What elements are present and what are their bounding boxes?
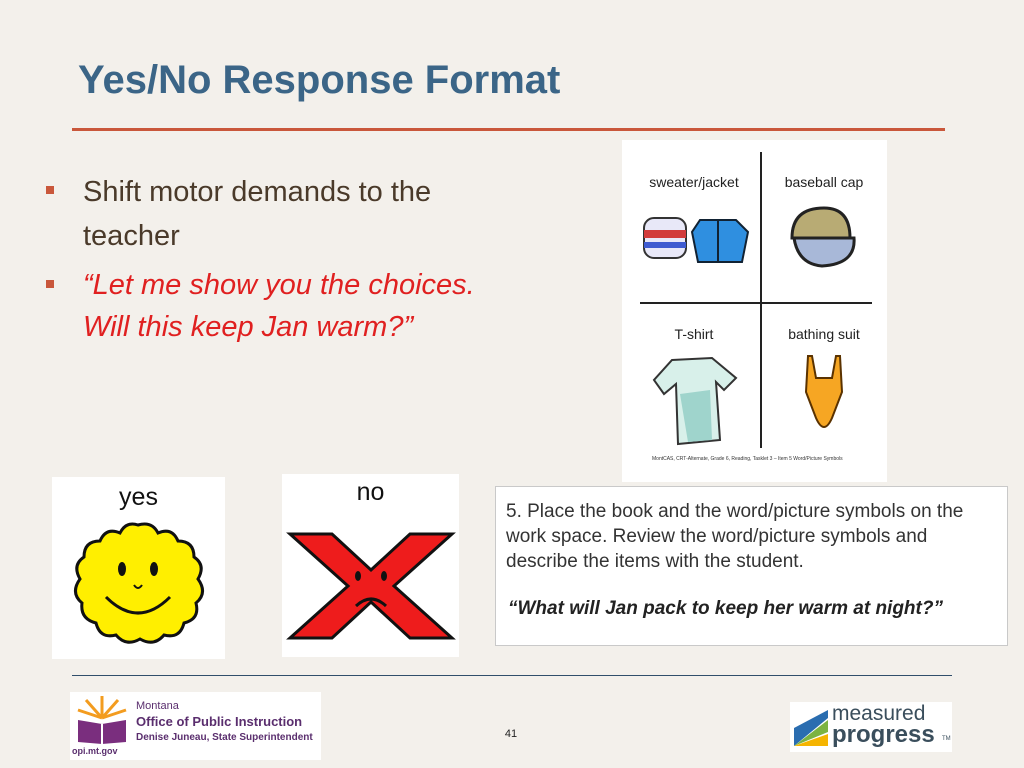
measured-progress-logo	[790, 702, 952, 752]
no-label: no	[356, 478, 385, 506]
red-x-frown-icon	[286, 528, 456, 643]
cell-label-sweater: sweater/jacket	[649, 174, 739, 190]
grid-divider-vertical	[760, 152, 762, 448]
word-picture-symbols-card	[622, 140, 887, 482]
bullet-square-icon	[46, 186, 54, 194]
bullet-text: Shift motor demands to the teacher	[83, 176, 432, 252]
page-number: 41	[504, 728, 518, 740]
t-shirt-icon	[650, 354, 740, 446]
instruction-quote: “What will Jan pack to keep her warm at night?”	[508, 598, 943, 619]
title-divider	[72, 128, 945, 131]
measured-progress-mark-icon	[792, 708, 830, 748]
opi-logo	[70, 692, 321, 760]
slide-title: Yes/No Response Format	[78, 58, 561, 102]
footer-divider	[72, 675, 952, 676]
yes-label: yes	[119, 483, 158, 511]
trademark-mark: TM	[942, 736, 951, 742]
grid-divider-horizontal	[640, 302, 872, 304]
opi-state: Montana	[136, 700, 179, 712]
cell-label-bathing-suit: bathing suit	[788, 326, 860, 342]
instruction-box	[495, 486, 1008, 646]
instruction-text: 5. Place the book and the word/picture symbols on the work space. Review the word/picture symbols and describe the items with the student.	[506, 501, 964, 572]
cell-label-tshirt: T-shirt	[674, 326, 714, 342]
card-caption: MontCAS, CRT-Alternate, Grade 6, Reading, Tasklet 3 – Item 5 Word/Picture Symbols	[652, 456, 843, 462]
bullet-item	[46, 170, 526, 258]
bullet-square-icon	[46, 280, 54, 288]
sweater-jacket-icon	[638, 210, 753, 270]
bullet-text: “Let me show you the choices. Will this keep Jan warm?”	[83, 269, 475, 343]
opi-url: opi.mt.gov	[72, 746, 118, 756]
bullet-item-quote	[46, 264, 526, 348]
bullet-list	[46, 170, 526, 354]
cell-label-cap: baseball cap	[784, 174, 864, 190]
no-card	[282, 474, 459, 657]
brand-word-measured: measured	[832, 702, 926, 725]
opi-superintendent: Denise Juneau, State Superintendent	[136, 732, 313, 743]
bathing-suit-icon	[798, 352, 850, 442]
baseball-cap-icon	[784, 202, 864, 272]
book-sun-icon	[74, 694, 130, 744]
brand-word-progress: progress	[832, 721, 935, 748]
smiley-face-icon	[68, 519, 208, 649]
yes-card	[52, 477, 225, 659]
opi-name: Office of Public Instruction	[136, 714, 303, 729]
